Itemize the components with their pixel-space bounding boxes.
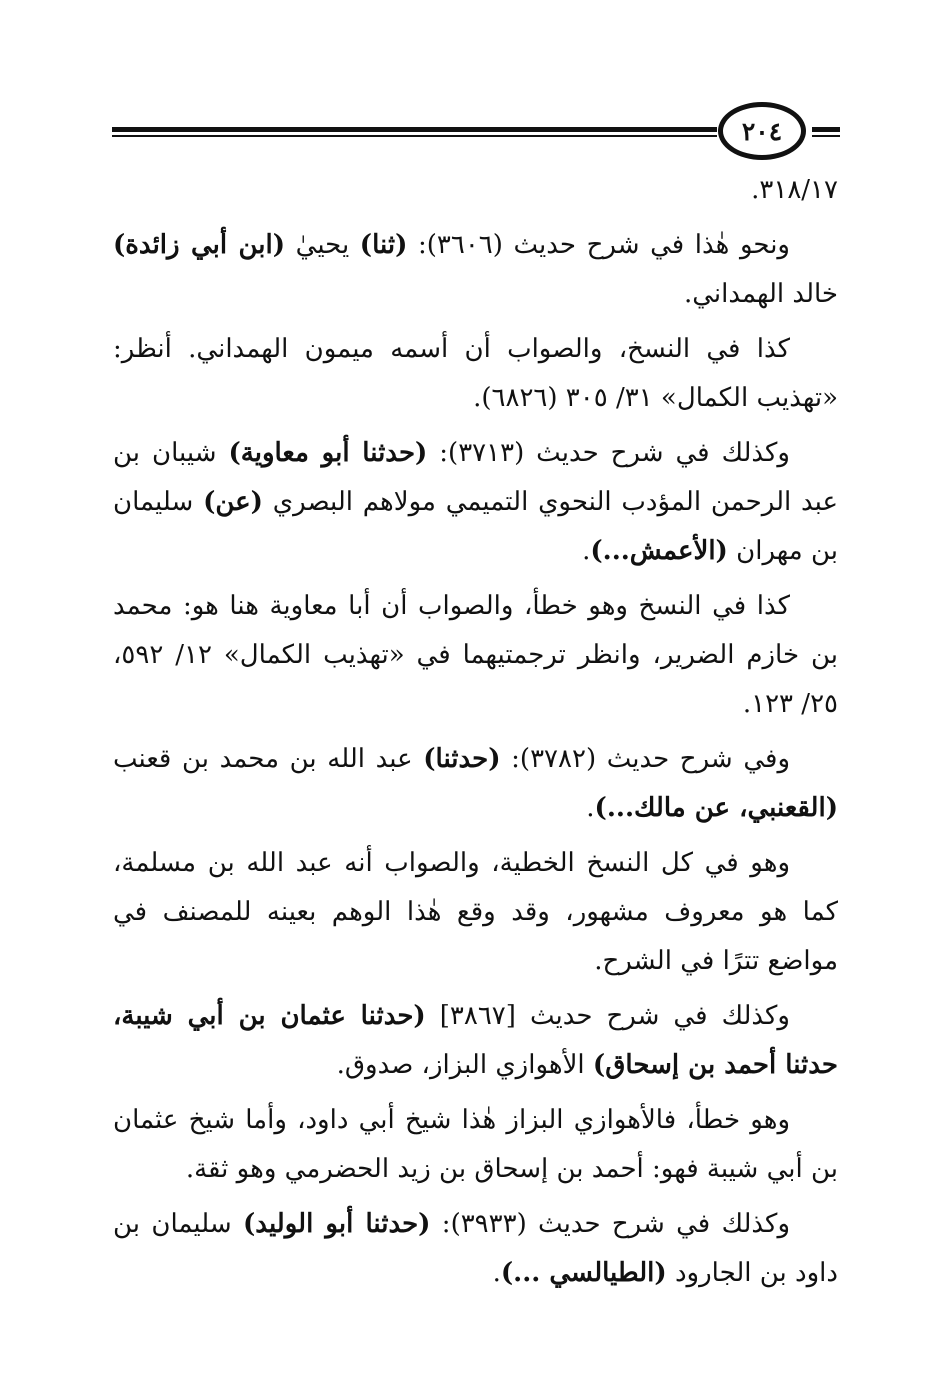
header-rule-thick (112, 127, 717, 132)
text-segment: . (582, 536, 591, 566)
text-segment: الأهوازي البزاز، صدوق. (336, 1050, 593, 1080)
text-segment: وفي شرح حديث (٣٧٨٢): (500, 744, 790, 774)
bold-text-segment: (حدثنا عثمان بن أبي شيبة، حدثنا أحمد بن إسحاق) (113, 1001, 838, 1080)
bold-text-segment: (القعنبي، عن مالك...) (594, 793, 838, 823)
text-segment: وكذلك في شرح حديث [٣٨٦٧] (425, 1001, 790, 1031)
text-segment: كذا في النسخ وهو خطأ، والصواب أن أبا معاوية هنا هو: محمد بن خازم الضرير، وانظر ترجمتيهما في «تهذيب الكمال» ١٢/ ٥٩٢، ٢٥/ ١٢٣. (113, 591, 838, 719)
paragraph (113, 582, 838, 729)
text-segment: وهو في كل النسخ الخطية، والصواب أنه عبد الله بن مسلمة، كما هو معروف مشهور، وقد وقع هٰذا الوهم بعينه للمصنف في مواضع تترًا في الشرح. (113, 848, 838, 976)
text-segment: سليمان بن مهران (113, 487, 838, 566)
page-number-badge: ٢٠٤ (718, 102, 806, 160)
text-segment: . (586, 793, 595, 823)
text-segment: سليمان بن داود بن الجارود (113, 1209, 838, 1288)
text-segment: ونحو هٰذا في شرح حديث (٣٦٠٦): (407, 230, 790, 260)
text-segment: وكذلك في شرح حديث (٣٩٣٣): (430, 1209, 790, 1239)
bold-text-segment: (عن) (203, 487, 263, 517)
header-rule-right-thick (812, 127, 840, 132)
bold-text-segment: (حدثنا) (423, 744, 501, 774)
paragraph (113, 992, 838, 1090)
page-body (113, 166, 838, 1304)
text-segment: عبد الله بن محمد بن قعنب (113, 744, 424, 774)
text-segment: خالد الهمداني. (683, 279, 838, 309)
text-segment: شيبان بن عبد الرحمن المؤدب النحوي التميمي مولاهم البصري (113, 438, 838, 517)
bold-text-segment: (الأعمش...) (590, 536, 728, 566)
page-header (112, 100, 840, 166)
header-rule-thin (112, 135, 717, 137)
paragraph (113, 1200, 838, 1298)
bold-text-segment: (ثنا) (359, 230, 408, 260)
paragraph (113, 839, 838, 986)
text-segment: وكذلك في شرح حديث (٣٧١٣): (427, 438, 790, 468)
paragraph (113, 735, 838, 833)
bold-text-segment: (الطيالسي ...) (500, 1258, 667, 1288)
paragraph (113, 221, 838, 319)
bold-text-segment: (حدثنا أبو معاوية) (228, 438, 428, 468)
paragraph (113, 1096, 838, 1194)
text-segment: يحييٰ (285, 230, 360, 260)
paragraph (113, 429, 838, 576)
text-segment: ٣١٨/١٧. (751, 175, 838, 205)
text-segment: كذا في النسخ، والصواب أن أسمه ميمون الهمداني. أنظر: «تهذيب الكمال» ٣١/ ٣٠٥ (٦٨٢٦). (113, 334, 838, 413)
bold-text-segment: (ابن أبي زائدة) (113, 230, 286, 260)
text-segment: . (492, 1258, 501, 1288)
text-segment: وهو خطأ، فالأهوازي البزاز هٰذا شيخ أبي داود، وأما شيخ عثمان بن أبي شيبة فهو: أحمد بن إسحاق بن زيد الحضرمي وهو ثقة. (113, 1105, 838, 1184)
bold-text-segment: (حدثنا أبو الوليد) (243, 1209, 431, 1239)
paragraph (113, 325, 838, 423)
paragraph (113, 166, 838, 215)
header-rule-right-thin (812, 135, 840, 137)
